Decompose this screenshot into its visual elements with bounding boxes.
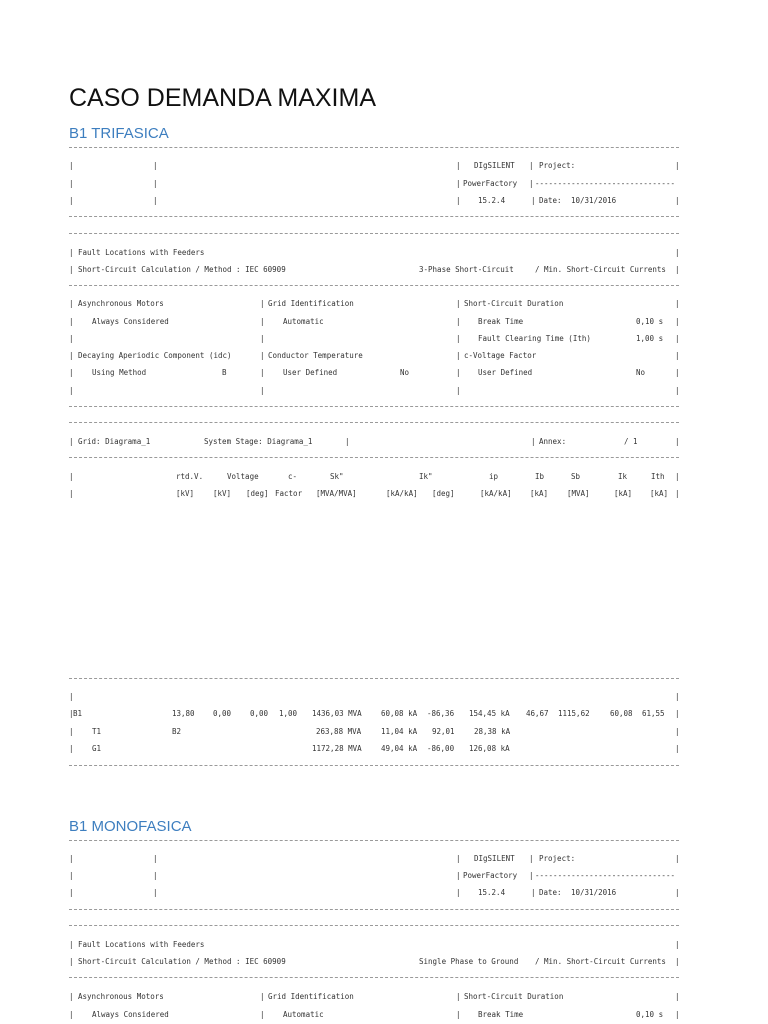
pipe: |	[260, 1010, 265, 1019]
fault-locations-label: Fault Locations with Feeders	[78, 248, 205, 257]
unit: [kA]	[650, 489, 669, 498]
unit: [kA/kA]	[480, 489, 512, 498]
pipe: |	[69, 351, 74, 360]
user-defined-label: User Defined	[283, 368, 338, 377]
automatic-value: Automatic	[283, 1010, 324, 1019]
software-name: DIgSILENT	[474, 161, 515, 170]
pipe: |	[69, 179, 74, 188]
pipe: |	[69, 957, 74, 966]
pipe: |	[675, 854, 680, 863]
dashed-divider	[69, 406, 679, 407]
pipe: |	[531, 437, 536, 446]
pipe: |	[456, 161, 461, 170]
pipe: |	[153, 854, 158, 863]
pipe: |	[153, 196, 158, 205]
break-time-value: 0,10 s	[636, 317, 664, 326]
result-c: 1,00	[279, 709, 298, 718]
pipe: |	[69, 317, 74, 326]
pipe: |	[675, 489, 680, 498]
grid-label: Grid: Diagrama_1	[78, 437, 151, 446]
unit: [kA]	[530, 489, 549, 498]
pipe: |	[675, 334, 680, 343]
pipe: |	[260, 299, 265, 308]
pipe: |	[531, 196, 536, 205]
pipe: |	[456, 196, 461, 205]
pipe: |	[69, 472, 74, 481]
pipe: |	[456, 1010, 461, 1019]
result-voltage-kv: 0,00	[213, 709, 232, 718]
pipe: |	[260, 317, 265, 326]
pipe: |	[260, 368, 265, 377]
system-stage: System Stage: Diagrama_1	[204, 437, 313, 446]
project-label: Project:	[539, 161, 576, 170]
result-ip: 126,08 kA	[469, 744, 510, 753]
dashed-divider	[69, 977, 679, 978]
result-sk: 1172,28 MVA	[312, 744, 362, 753]
pipe: |	[260, 334, 265, 343]
result-ik2: 60,08	[610, 709, 633, 718]
break-time-label: Break Time	[478, 317, 524, 326]
pipe: |	[69, 1010, 74, 1019]
pipe: |	[675, 1010, 680, 1019]
pipe: |	[260, 992, 265, 1001]
pipe: |	[456, 386, 461, 395]
calc-method: Short-Circuit Calculation / Method : IEC 60909	[78, 957, 286, 966]
pipe: |	[529, 161, 534, 170]
user-defined-value: No	[400, 368, 410, 377]
break-time-value: 0,10 s	[636, 1010, 664, 1019]
version: 15.2.4	[478, 888, 506, 897]
pipe: |	[456, 854, 461, 863]
method-value: B	[222, 368, 227, 377]
automatic-value: Automatic	[283, 317, 324, 326]
col-ith: Ith	[651, 472, 665, 481]
pipe: |	[69, 334, 74, 343]
unit: [deg]	[432, 489, 455, 498]
pipe: |	[675, 317, 680, 326]
pipe: |	[69, 871, 74, 880]
pipe: |	[675, 437, 680, 446]
col-sk: Sk"	[330, 472, 344, 481]
dashed-divider	[69, 909, 679, 910]
pipe: |	[69, 854, 74, 863]
pipe: |	[456, 299, 461, 308]
pipe: |	[153, 161, 158, 170]
dashed-divider	[69, 285, 679, 286]
pipe: |	[260, 351, 265, 360]
currents-type: / Min. Short-Circuit Currents	[535, 265, 666, 274]
pipe: |	[69, 709, 74, 718]
grid-identification-label: Grid Identification	[268, 299, 354, 308]
project-label: Project:	[539, 854, 576, 863]
pipe: |	[69, 437, 74, 446]
pipe: |	[675, 299, 680, 308]
result-rtdv: 13,80	[172, 709, 195, 718]
unit: [kA]	[614, 489, 633, 498]
result-name: G1	[92, 744, 102, 753]
dashed-divider	[69, 765, 679, 766]
pipe: |	[675, 888, 680, 897]
c-voltage-label: c-Voltage Factor	[464, 351, 537, 360]
col-ib: Ib	[535, 472, 545, 481]
always-considered-value: Always Considered	[92, 317, 169, 326]
user-defined-label: User Defined	[478, 368, 533, 377]
pipe: |	[675, 265, 680, 274]
section-heading-trifasica: B1 TRIFASICA	[69, 125, 169, 142]
pipe: |	[675, 196, 680, 205]
calc-method: Short-Circuit Calculation / Method : IEC 60909	[78, 265, 286, 274]
pipe: |	[456, 351, 461, 360]
col-sb: Sb	[571, 472, 581, 481]
software-name: DIgSILENT	[474, 854, 515, 863]
unit: [MVA]	[567, 489, 590, 498]
section-heading-monofasica: B1 MONOFASICA	[69, 818, 192, 835]
pipe: |	[69, 299, 74, 308]
unit: [kV]	[213, 489, 232, 498]
pipe: |	[456, 334, 461, 343]
pipe: |	[153, 179, 158, 188]
always-considered-value: Always Considered	[92, 1010, 169, 1019]
unit: Factor	[275, 489, 303, 498]
col-c: c-	[288, 472, 298, 481]
col-ip: ip	[489, 472, 499, 481]
pipe: |	[69, 888, 74, 897]
pipe: |	[675, 727, 680, 736]
fault-type: 3-Phase Short-Circuit	[419, 265, 514, 274]
result-ik-deg: -86,36	[427, 709, 455, 718]
document-title: CASO DEMANDA MAXIMA	[69, 84, 376, 112]
pipe: |	[153, 888, 158, 897]
conductor-temp-label: Conductor Temperature	[268, 351, 363, 360]
pipe: |	[675, 368, 680, 377]
result-ref: B2	[172, 727, 182, 736]
currents-type: / Min. Short-Circuit Currents	[535, 957, 666, 966]
annex-label: Annex:	[539, 437, 567, 446]
project-rule: -------------------------------	[535, 871, 675, 880]
pipe: |	[456, 317, 461, 326]
pipe: |	[675, 957, 680, 966]
fault-locations-label: Fault Locations with Feeders	[78, 940, 205, 949]
sc-duration-label: Short-Circuit Duration	[464, 299, 564, 308]
result-ik-deg: -86,00	[427, 744, 455, 753]
pipe: |	[69, 992, 74, 1001]
decaying-label: Decaying Aperiodic Component (idc)	[78, 351, 232, 360]
async-motors-label: Asynchronous Motors	[78, 992, 164, 1001]
fault-clearing-label: Fault Clearing Time (Ith)	[478, 334, 591, 343]
unit: [kV]	[176, 489, 195, 498]
pipe: |	[345, 437, 350, 446]
result-name: T1	[92, 727, 102, 736]
user-defined-value: No	[636, 368, 646, 377]
pipe: |	[69, 727, 74, 736]
result-ip: 28,38 kA	[474, 727, 511, 736]
sc-duration-label: Short-Circuit Duration	[464, 992, 564, 1001]
break-time-label: Break Time	[478, 1010, 524, 1019]
col-rtdv: rtd.V.	[176, 472, 204, 481]
pipe: |	[675, 940, 680, 949]
col-ik: Ik"	[419, 472, 433, 481]
pipe: |	[529, 871, 534, 880]
col-voltage: Voltage	[227, 472, 259, 481]
grid-identification-label: Grid Identification	[268, 992, 354, 1001]
dashed-divider	[69, 233, 679, 234]
pipe: |	[529, 179, 534, 188]
result-ib: 46,67	[526, 709, 549, 718]
date-value: 10/31/2016	[571, 196, 617, 205]
pipe: |	[69, 940, 74, 949]
pipe: |	[69, 386, 74, 395]
pipe: |	[456, 179, 461, 188]
fault-clearing-value: 1,00 s	[636, 334, 664, 343]
pipe: |	[69, 692, 74, 701]
pipe: |	[675, 692, 680, 701]
date-value: 10/31/2016	[571, 888, 617, 897]
col-ik2: Ik	[618, 472, 628, 481]
result-sb: 1115,62	[558, 709, 590, 718]
fault-type: Single Phase to Ground	[419, 957, 519, 966]
pipe: |	[675, 248, 680, 257]
unit: [kA/kA]	[386, 489, 418, 498]
page-number: / 1	[624, 437, 638, 446]
dashed-divider	[69, 457, 679, 458]
pipe: |	[69, 368, 74, 377]
pipe: |	[69, 161, 74, 170]
pipe: |	[456, 871, 461, 880]
result-ik: 11,04 kA	[381, 727, 418, 736]
pipe: |	[69, 248, 74, 257]
pipe: |	[456, 368, 461, 377]
dashed-divider	[69, 840, 679, 841]
dashed-divider	[69, 422, 679, 423]
pipe: |	[456, 992, 461, 1001]
date-label: Date:	[539, 888, 562, 897]
async-motors-label: Asynchronous Motors	[78, 299, 164, 308]
software-product: PowerFactory	[463, 179, 518, 188]
result-ik: 49,04 kA	[381, 744, 418, 753]
using-method-label: Using Method	[92, 368, 147, 377]
version: 15.2.4	[478, 196, 506, 205]
result-name: B1	[73, 709, 83, 718]
date-label: Date:	[539, 196, 562, 205]
pipe: |	[69, 196, 74, 205]
pipe: |	[675, 709, 680, 718]
unit: [deg]	[246, 489, 269, 498]
pipe: |	[260, 386, 265, 395]
pipe: |	[675, 351, 680, 360]
pipe: |	[153, 871, 158, 880]
dashed-divider	[69, 678, 679, 679]
dashed-divider	[69, 925, 679, 926]
dashed-divider	[69, 147, 679, 148]
result-ik-deg: 92,01	[432, 727, 455, 736]
pipe: |	[675, 161, 680, 170]
pipe: |	[675, 744, 680, 753]
software-product: PowerFactory	[463, 871, 518, 880]
pipe: |	[69, 265, 74, 274]
pipe: |	[69, 744, 74, 753]
pipe: |	[675, 472, 680, 481]
pipe: |	[456, 888, 461, 897]
pipe: |	[529, 854, 534, 863]
result-sk: 1436,03 MVA	[312, 709, 362, 718]
unit: [MVA/MVA]	[316, 489, 357, 498]
pipe: |	[675, 386, 680, 395]
project-rule: -------------------------------	[535, 179, 675, 188]
pipe: |	[675, 992, 680, 1001]
pipe: |	[531, 888, 536, 897]
result-ik: 60,08 kA	[381, 709, 418, 718]
result-voltage-deg: 0,00	[250, 709, 269, 718]
pipe: |	[69, 489, 74, 498]
result-ith: 61,55	[642, 709, 665, 718]
result-ip: 154,45 kA	[469, 709, 510, 718]
dashed-divider	[69, 216, 679, 217]
result-sk: 263,88 MVA	[316, 727, 362, 736]
